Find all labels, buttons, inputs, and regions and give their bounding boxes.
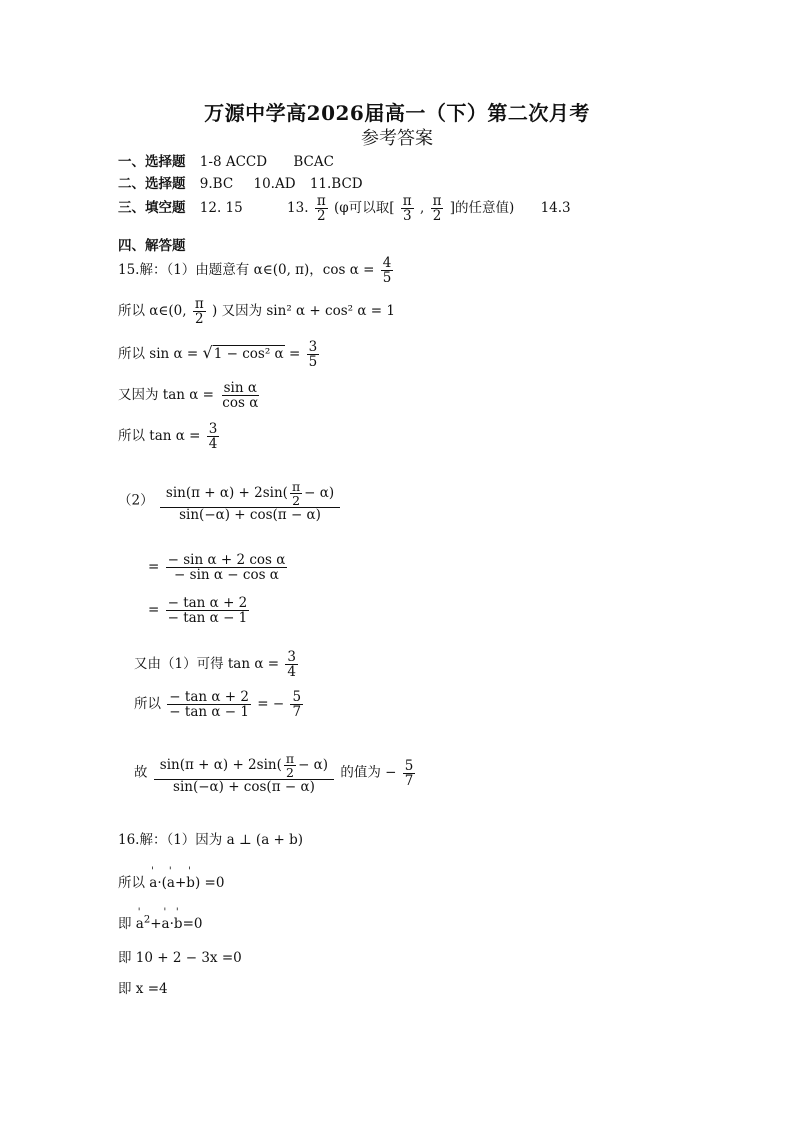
fraction-pi-over-2: $\frac{\pi}{2}$ [432,193,442,225]
q15-line-4: 又因为 tan α = $\frac{\text{sin α}}{\text{cos α}}$ [118,380,259,412]
q16-line-1: 16.解：（1）因为 a ⊥ (a + b) [118,832,304,848]
answer-10: 10.AD [253,176,296,192]
answer-11: 11.BCD [309,176,363,192]
answers-1-8: 1-8 ACCD [199,154,268,170]
q15-line-7: 所以 $\frac{\text{− tan α + 2}}{\text{− tan α − 1}}$ = − $\frac{5}{7}$ [134,689,302,721]
section-fill-blank [118,194,571,223]
q15-conclusion: 故 sin(π + α) + 2sin( $\frac{\pi}{2}$ − α) sin(−α) + cos(π − α) 的值为 − $\frac{5}{7}$ [134,751,414,796]
section-choice-2 [118,172,363,192]
q16-line-5: 即 x =4 [118,981,168,997]
q15-line-3: 所以 sin α = √1 − cos² α = $\frac{3}{5}$ [118,339,318,371]
q16-line-4: 即 10 + 2 − 3x =0 [118,950,242,966]
document-title: 万源中学高2026届高一（下）第二次月考 [204,101,590,125]
section-label: 三、填空题 [118,200,186,217]
q15-step-2: = $\frac{\text{− tan α + 2}}{\text{− tan α − 1}}$ [148,595,248,627]
fraction-pi-over-2: $\frac{\pi}{2}$ [316,193,326,225]
section-label: 一、选择题 [118,154,186,170]
answer-13-prefix: 13. [287,200,309,217]
q16-line-3: 即 ' $a^2+'$ a·' b=0 [118,912,202,932]
document-subtitle: 参考答案 [361,128,433,149]
q15-line-2: 所以 α∈(0, $\frac{\pi}{2}$ ) 又因为 sin² α + cos² α = 1 [118,296,395,328]
section-solutions: 四、解答题 [118,238,186,254]
q15-line-6: 又由（1）可得 tan α = $\frac{3}{4}$ [134,649,296,681]
comma: , [419,200,425,217]
q16-line-2: 所以 ' a·(' a+' b) =0 [118,871,224,891]
q15-part2-expression: （2） sin(π + α) + 2sin( $\frac{\pi}{2}$ − α) sin(−α) + cos(π − α) [118,480,342,522]
q15-line-5: 所以 tan α = $\frac{3}{4}$ [118,421,218,453]
answer-12: 12. 15 [199,200,243,217]
q15-line-1: 15.解：（1）由题意有 α∈(0, π)，cos α = $\frac{4}{5}$ [118,255,392,287]
answer-9: 9.BC [199,176,234,192]
answer-14: 14.3 [540,200,571,217]
q15-step-1: = $\frac{\text{− sin α + 2 cos α}}{\text{− sin α − cos α}}$ [148,552,286,584]
answers-5-8: BCAC [293,154,334,170]
section-choice-1 [118,150,334,170]
answer-13-mid: (φ可以取[ [334,200,395,217]
fraction-pi-over-3: $\frac{\pi}{3}$ [402,193,412,225]
section-label: 二、选择题 [118,176,186,192]
answer-13-end: ]的任意值) [449,200,515,217]
